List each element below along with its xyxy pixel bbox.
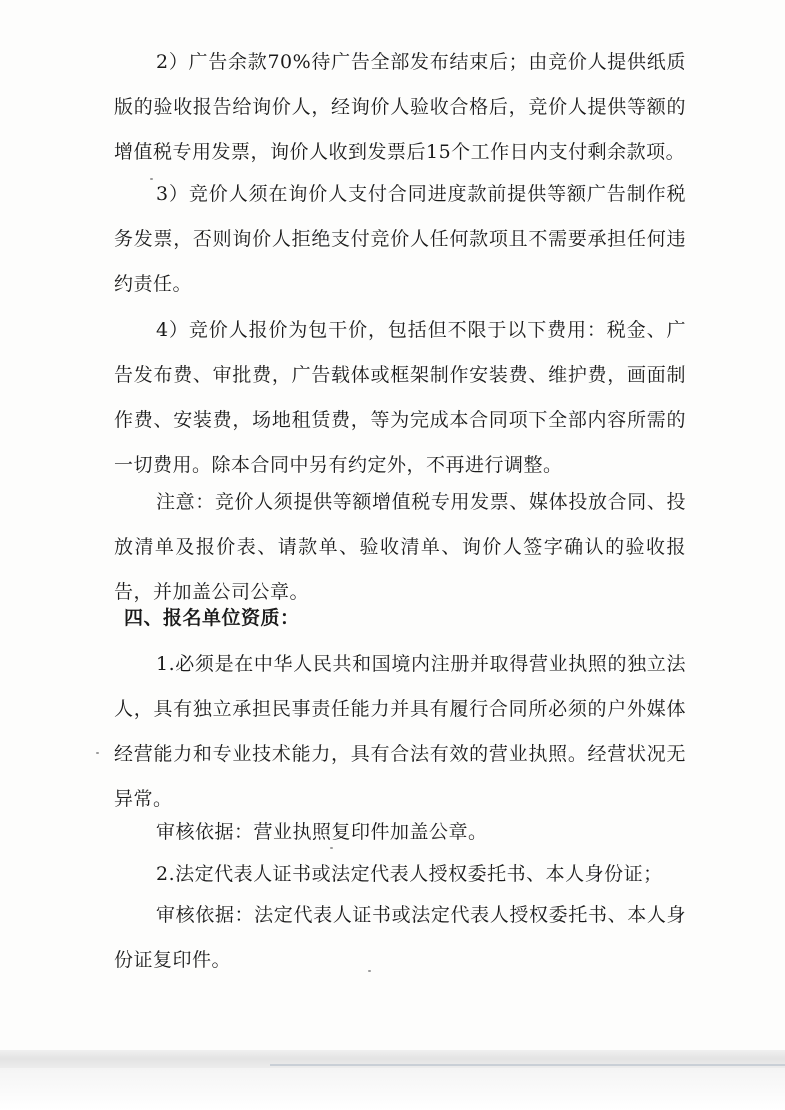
qualification-item-2: 2.法定代表人证书或法定代表人授权委托书、本人身份证； xyxy=(156,863,663,885)
paragraph-tax-invoice: 3）竞价人须在询价人支付合同进度款前提供等额广告制作税务发票，否则询价人拒绝支付竞价人任何款项且不需要承担任何违约责任。 xyxy=(114,183,686,295)
paragraph-lump-sum-price: 4）竞价人报价为包干价，包括但不限于以下费用：税金、广告发布费、审批费，广告载体或框架制作安装费、维护费，画面制作费、安装费，场地租赁费，等为完成本合同项下全部内容所需的一切费用。除本合同中另有约定外，不再进行调整。 xyxy=(114,319,686,476)
scan-speck xyxy=(150,178,153,180)
scan-speck xyxy=(368,970,371,972)
scan-speck xyxy=(330,847,333,849)
paragraph-payment-balance: 2）广告余款70%待广告全部发布结束后；由竞价人提供纸质版的验收报告给询价人，经询价人验收合格后，竞价人提供等额的增值税专用发票，询价人收到发票后15个工作日内支付剩余款项。 xyxy=(114,51,686,163)
scan-speck xyxy=(96,752,99,754)
scan-bottom-line xyxy=(270,1064,785,1066)
paragraph-notice: 注意：竞价人须提供等额增值税专用发票、媒体投放合同、投放清单及报价表、请款单、验收清单、询价人签字确认的验收报告，并加盖公司公章。 xyxy=(114,491,686,603)
qualification-item-1: 1.必须是在中华人民共和国境内注册并取得营业执照的独立法人，具有独立承担民事责任能力并具有履行合同所必须的户外媒体经营能力和专业技术能力，具有合法有效的营业执照。经营状况无异常。 xyxy=(114,653,686,810)
qualification-item-2-basis: 审核依据：法定代表人证书或法定代表人授权委托书、本人身份证复印件。 xyxy=(114,904,686,971)
qualification-item-1-basis: 审核依据：营业执照复印件加盖公章。 xyxy=(156,821,488,843)
section-heading-qualifications: 四、报名单位资质： xyxy=(124,607,300,629)
scan-bottom-edge xyxy=(0,1068,785,1110)
